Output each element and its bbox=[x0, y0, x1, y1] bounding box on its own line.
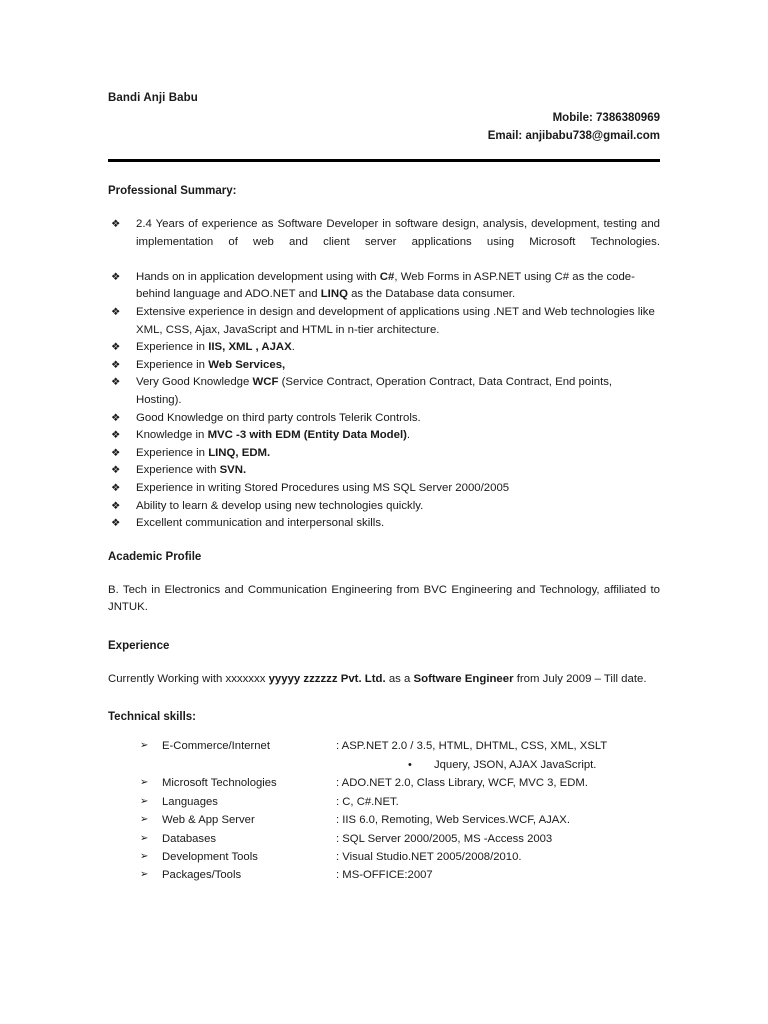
table-row bbox=[140, 830, 660, 848]
table-row-subitem bbox=[140, 756, 660, 774]
skill-subvalue: Jquery, JSON, AJAX JavaScript. bbox=[434, 758, 597, 771]
summary-text: Experience with bbox=[136, 464, 220, 477]
professional-summary-list bbox=[108, 216, 660, 533]
table-row bbox=[140, 811, 660, 829]
summary-emphasis: C# bbox=[379, 270, 395, 283]
arrow-bullet-icon: ➢ bbox=[140, 869, 149, 881]
diamond-bullet-icon: ❖ bbox=[111, 305, 121, 318]
summary-text: (Service Contract, Operation Contract, Data Contract, End points, Hosting). bbox=[136, 376, 613, 406]
dot-bullet-icon: • bbox=[408, 758, 412, 771]
arrow-bullet-icon: ➢ bbox=[140, 832, 149, 844]
list-item bbox=[108, 357, 660, 375]
professional-summary-heading: Professional Summary: bbox=[108, 185, 237, 197]
list-item bbox=[108, 216, 660, 269]
summary-text: . bbox=[406, 429, 411, 442]
skill-value: : IIS 6.0, Remoting, Web Services.WCF, AJAX. bbox=[336, 814, 570, 827]
list-item bbox=[108, 445, 660, 463]
arrow-bullet-icon: ➢ bbox=[140, 795, 149, 807]
skill-value: : ADO.NET 2.0, Class Library, WCF, MVC 3, EDM. bbox=[336, 777, 588, 790]
summary-emphasis: LINQ, EDM. bbox=[208, 446, 271, 459]
list-item bbox=[108, 374, 660, 409]
summary-text: . bbox=[291, 341, 295, 354]
technical-skills-heading: Technical skills: bbox=[108, 711, 196, 724]
summary-text: Experience in writing Stored Procedures using MS SQL Server 2000/2005 bbox=[136, 481, 510, 494]
diamond-bullet-icon: ❖ bbox=[111, 341, 121, 354]
list-item bbox=[108, 498, 660, 516]
summary-text: Extensive experience in design and development of applications using .NET and Web technologies like XML, CSS, Ajax, JavaScript and HTML in n-tier architecture. bbox=[136, 305, 655, 336]
list-item bbox=[108, 480, 660, 498]
summary-text: as the Database data consumer. bbox=[347, 288, 516, 301]
arrow-bullet-icon: ➢ bbox=[140, 850, 149, 862]
diamond-bullet-icon: ❖ bbox=[111, 376, 121, 389]
skill-label: Databases bbox=[162, 832, 217, 845]
list-item bbox=[108, 410, 660, 428]
table-row bbox=[140, 737, 660, 755]
experience-text bbox=[108, 671, 660, 689]
summary-emphasis: IIS, XML , AJAX bbox=[208, 341, 292, 354]
technical-skills-table bbox=[140, 737, 660, 884]
list-item bbox=[108, 304, 660, 339]
employer-name: yyyyy zzzzzz Pvt. Ltd. bbox=[268, 672, 386, 685]
list-item bbox=[108, 339, 660, 357]
summary-emphasis: LINQ bbox=[320, 288, 348, 301]
diamond-bullet-icon: ❖ bbox=[111, 517, 121, 530]
experience-text-part: Currently Working with xxxxxxx bbox=[108, 672, 269, 685]
experience-text-part: from July 2009 – Till date. bbox=[513, 672, 647, 685]
table-row bbox=[140, 866, 660, 884]
mobile-line: Mobile: 7386380969 bbox=[552, 112, 660, 124]
list-item bbox=[108, 269, 660, 304]
diamond-bullet-icon: ❖ bbox=[111, 411, 121, 424]
diamond-bullet-icon: ❖ bbox=[111, 270, 121, 283]
list-item bbox=[108, 462, 660, 480]
experience-heading: Experience bbox=[108, 639, 170, 652]
page-content bbox=[108, 0, 660, 885]
subbullet-spacer bbox=[140, 756, 408, 774]
skill-value: : ASP.NET 2.0 / 3.5, HTML, DHTML, CSS, XML, XSLT bbox=[336, 740, 608, 753]
diamond-bullet-icon: ❖ bbox=[111, 446, 121, 459]
diamond-bullet-icon: ❖ bbox=[111, 481, 121, 494]
diamond-bullet-icon: ❖ bbox=[111, 429, 121, 442]
summary-emphasis: SVN. bbox=[219, 464, 247, 477]
diamond-bullet-icon: ❖ bbox=[111, 218, 121, 230]
academic-profile-text: B. Tech in Electronics and Communication Engineering from BVC Engineering and Technology, affiliated to JNTUK. bbox=[108, 583, 660, 614]
arrow-bullet-icon: ➢ bbox=[140, 777, 149, 789]
summary-text: Experience in bbox=[136, 358, 209, 371]
summary-text: Experience in bbox=[136, 446, 209, 459]
skill-label: Development Tools bbox=[162, 850, 258, 863]
summary-text: 2.4 Years of experience as Software Developer in software design, analysis, development, testing and implementation of web and client server applications using Microsoft Technologies. bbox=[136, 218, 660, 248]
summary-emphasis: WCF bbox=[252, 376, 279, 389]
skill-value: : Visual Studio.NET 2005/2008/2010. bbox=[336, 850, 522, 863]
skill-label: Languages bbox=[162, 795, 218, 808]
list-item bbox=[108, 515, 660, 533]
email-line: Email: anjibabu738@gmail.com bbox=[487, 129, 660, 142]
job-title: Software Engineer bbox=[413, 672, 514, 685]
summary-text: Experience in bbox=[136, 341, 209, 354]
diamond-bullet-icon: ❖ bbox=[111, 464, 121, 477]
summary-text: Excellent communication and interpersonal skills. bbox=[136, 517, 385, 530]
candidate-name: Bandi Anji Babu bbox=[108, 92, 198, 104]
summary-text: Hands on in application development using with bbox=[136, 270, 380, 283]
skill-label: Packages/Tools bbox=[162, 869, 242, 882]
contact-block bbox=[108, 110, 660, 145]
skill-value: : C, C#.NET. bbox=[336, 795, 399, 808]
skill-value: : SQL Server 2000/2005, MS -Access 2003 bbox=[336, 832, 553, 845]
table-row bbox=[140, 793, 660, 811]
summary-text: Good Knowledge on third party controls Telerik Controls. bbox=[136, 411, 421, 424]
arrow-bullet-icon: ➢ bbox=[140, 814, 149, 826]
skill-label: Web & App Server bbox=[162, 814, 255, 827]
academic-profile-heading: Academic Profile bbox=[108, 550, 202, 563]
summary-text: Ability to learn & develop using new technologies quickly. bbox=[136, 499, 424, 512]
summary-text: Knowledge in bbox=[136, 429, 208, 442]
list-item bbox=[108, 427, 660, 445]
table-row bbox=[140, 848, 660, 866]
diamond-bullet-icon: ❖ bbox=[111, 358, 121, 371]
summary-emphasis: Web Services, bbox=[208, 358, 286, 371]
summary-emphasis: MVC -3 with EDM (Entity Data Model) bbox=[207, 429, 407, 442]
skill-label: Microsoft Technologies bbox=[162, 777, 277, 790]
summary-text: Very Good Knowledge bbox=[136, 376, 253, 389]
diamond-bullet-icon: ❖ bbox=[111, 499, 121, 512]
skill-label: E-Commerce/Internet bbox=[162, 740, 270, 753]
skill-value: : MS-OFFICE:2007 bbox=[336, 869, 433, 882]
table-row bbox=[140, 774, 660, 792]
summary-text: , Web Forms in ASP.NET using C# as the code-behind language and ADO.NET and bbox=[136, 270, 635, 301]
arrow-bullet-icon: ➢ bbox=[140, 740, 149, 752]
experience-text-part: as a bbox=[385, 672, 414, 685]
